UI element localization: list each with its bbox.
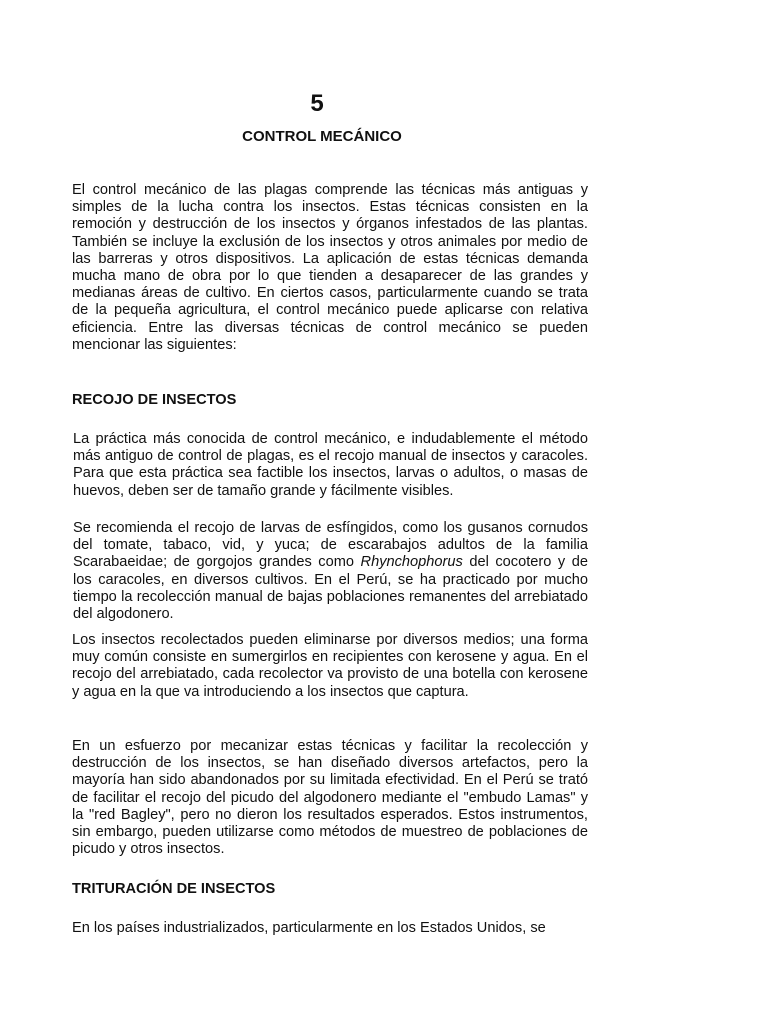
recojo-paragraph-2-text-a: Se recomienda el recojo de larvas de esfíngidos, como los gusanos cornudos del tomate, tabaco, vid, y yuca; de escarabajos adultos de la familia Scarabaeidae; de gorgojos grandes como <box>73 520 588 571</box>
recojo-paragraph-2 <box>73 520 588 623</box>
species-name-italic: Rhynchophorus <box>360 554 463 571</box>
recojo-paragraph-4: En un esfuerzo por mecanizar estas técnicas y facilitar la recolección y destrucción de los insectos, se han diseñado diversos artefactos, pero la mayoría han sido abandonados por su limitada efectividad. En el Perú se trató de facilitar el recojo del picudo del algodonero mediante el "embudo Lamas" y la "red Bagley", pero no dieron los resultados esperados. Estos instrumentos, sin embargo, pueden utilizarse como métodos de muestreo de poblaciones de picudo y otros insectos. <box>72 738 588 858</box>
recojo-paragraph-1: La práctica más conocida de control mecánico, e indudablemente el método más antiguo de control de plagas, es el recojo manual de insectos y caracoles. Para que esta práctica sea factible los insectos, larvas o adultos, o masas de huevos, deben ser de tamaño grande y fácilmente visibles. <box>73 431 588 499</box>
intro-paragraph: El control mecánico de las plagas comprende las técnicas más antiguas y simples de la lucha contra los insectos. Estas técnicas consisten en la remoción y destrucción de los insectos y órganos infestados de las plantas. También se incluye la exclusión de los insectos y otros animales por medio de las barreras y otros dispositivos. La aplicación de estas técnicas demanda mucha mano de obra por lo que tienden a desaparecer de las grandes y medianas áreas de cultivo. En ciertos casos, particularmente cuando se trata de la pequeña agricultura, el control mecánico puede aplicarse con relativa eficiencia. Entre las diversas técnicas de control mecánico se pueden mencionar las siguientes: <box>72 182 588 353</box>
trituracion-paragraph-1: En los países industrializados, particularmente en los Estados Unidos, se <box>72 920 546 936</box>
chapter-title: CONTROL MECÁNICO <box>242 128 402 145</box>
recojo-paragraph-3: Los insectos recolectados pueden eliminarse por diversos medios; una forma muy común consiste en sumergirlos en recipientes con kerosene y agua. En el recojo del arrebiatado, cada recolector va provisto de una botella con kerosene y agua en la que va introduciendo a los insectos que captura. <box>72 632 588 700</box>
recojo-paragraph-2-text-b: del cocotero y de los caracoles, en diversos cultivos. En el Perú, se ha practicado por mucho tiempo la recolección manual de bajas poblaciones remanentes del arrebiatado del algodonero. <box>73 554 588 623</box>
section-heading-trituracion: TRITURACIÓN DE INSECTOS <box>72 881 276 897</box>
section-heading-recojo: RECOJO DE INSECTOS <box>72 392 237 408</box>
chapter-number: 5 <box>310 90 324 117</box>
